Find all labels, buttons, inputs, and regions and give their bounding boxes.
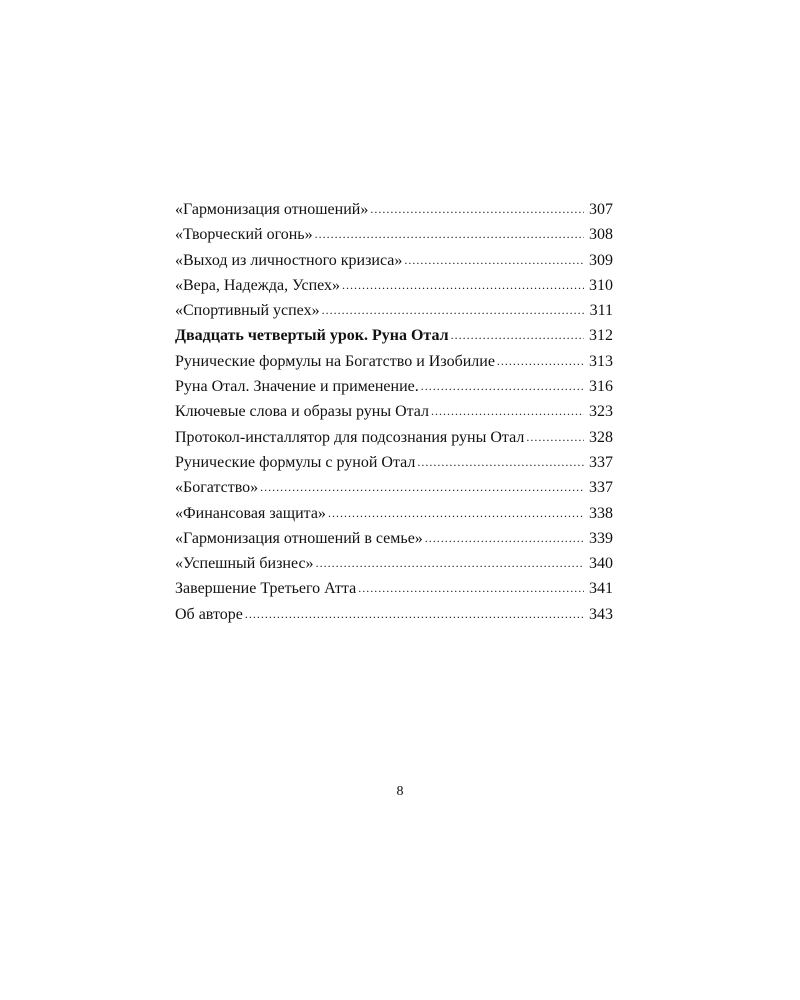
toc-entry[interactable]: [175, 551, 613, 576]
table-of-contents: [175, 197, 613, 627]
toc-entry-title: Завершение Третьего Атта: [175, 580, 357, 598]
toc-entry-page: 312: [589, 327, 613, 345]
toc-leader-dots: [316, 551, 584, 576]
toc-entry-page: 310: [589, 276, 613, 294]
toc-entry-page: 328: [589, 428, 613, 446]
toc-entry[interactable]: [175, 222, 613, 247]
toc-entry[interactable]: [175, 349, 613, 374]
toc-leader-dots: [526, 425, 584, 450]
toc-entry-title: Об авторе: [175, 605, 243, 623]
toc-leader-dots: [421, 374, 584, 399]
toc-leader-dots: [425, 526, 584, 551]
toc-entry[interactable]: [175, 526, 613, 551]
toc-leader-dots: [451, 323, 584, 348]
toc-entry-title: Рунические формулы на Богатство и Изобилие: [175, 352, 495, 370]
toc-leader-dots: [245, 602, 584, 627]
toc-entry-page: 343: [589, 605, 613, 623]
toc-leader-dots: [358, 576, 584, 601]
toc-entry-page: 337: [589, 453, 613, 471]
toc-entry-title: «Вера, Надежда, Успех»: [175, 276, 341, 294]
toc-entry-title: «Творческий огонь»: [175, 226, 313, 244]
toc-entry-page: 309: [589, 251, 613, 269]
toc-entry-title: «Гармонизация отношений»: [175, 201, 369, 218]
toc-entry-lesson-heading[interactable]: [175, 323, 613, 348]
toc-entry[interactable]: [175, 273, 613, 298]
toc-entry-page: 323: [589, 403, 613, 421]
toc-entry-title: «Финансовая защита»: [175, 504, 326, 522]
toc-entry-title: Протокол-инсталлятор для подсознания руны Отал: [175, 428, 525, 446]
toc-entry-title: «Спортивный успех»: [175, 302, 320, 320]
toc-entry-page: 308: [589, 226, 613, 244]
toc-leader-dots: [370, 197, 584, 222]
toc-entry-page: 311: [589, 302, 613, 320]
toc-entry-page: 307: [589, 201, 613, 218]
toc-entry-page: 339: [589, 529, 613, 547]
toc-entry[interactable]: [175, 399, 613, 424]
toc-entry-title: «Богатство»: [175, 479, 259, 497]
toc-entry[interactable]: [175, 298, 613, 323]
page-number: 8: [396, 784, 404, 799]
toc-entry[interactable]: [175, 475, 613, 500]
toc-entry-title: Рунические формулы с руной Отал: [175, 453, 416, 471]
toc-entry[interactable]: [175, 425, 613, 450]
toc-entry-title: Руна Отал. Значение и применение.: [175, 378, 419, 396]
toc-leader-dots: [497, 349, 584, 374]
toc-entry[interactable]: [175, 602, 613, 627]
toc-entry[interactable]: [175, 248, 613, 273]
toc-entry[interactable]: [175, 374, 613, 399]
toc-leader-dots: [404, 248, 584, 273]
toc-entry-title: «Выход из личностного кризиса»: [175, 251, 403, 269]
toc-entry-title: Ключевые слова и образы руны Отал: [175, 403, 430, 421]
toc-leader-dots: [431, 399, 584, 424]
toc-entry[interactable]: [175, 576, 613, 601]
toc-entry[interactable]: [175, 501, 613, 526]
toc-leader-dots: [328, 501, 584, 526]
toc-entry[interactable]: [175, 450, 613, 475]
toc-entry-page: 341: [589, 580, 613, 598]
toc-entry-title: «Гармонизация отношений в семье»: [175, 529, 423, 547]
toc-entry-page: 313: [589, 352, 613, 370]
toc-leader-dots: [342, 273, 584, 298]
toc-entry-page: 338: [589, 504, 613, 522]
toc-leader-dots: [260, 475, 584, 500]
toc-leader-dots: [417, 450, 584, 475]
toc-entry-page: 340: [589, 555, 613, 573]
toc-entry-page: 337: [589, 479, 613, 497]
toc-entry-title: «Успешный бизнес»: [175, 555, 314, 573]
toc-entry-page: 316: [589, 378, 613, 396]
toc-leader-dots: [315, 222, 584, 247]
toc-leader-dots: [322, 298, 584, 323]
toc-entry[interactable]: [175, 197, 613, 222]
toc-entry-title: Двадцать четвертый урок. Руна Отал: [175, 327, 449, 345]
